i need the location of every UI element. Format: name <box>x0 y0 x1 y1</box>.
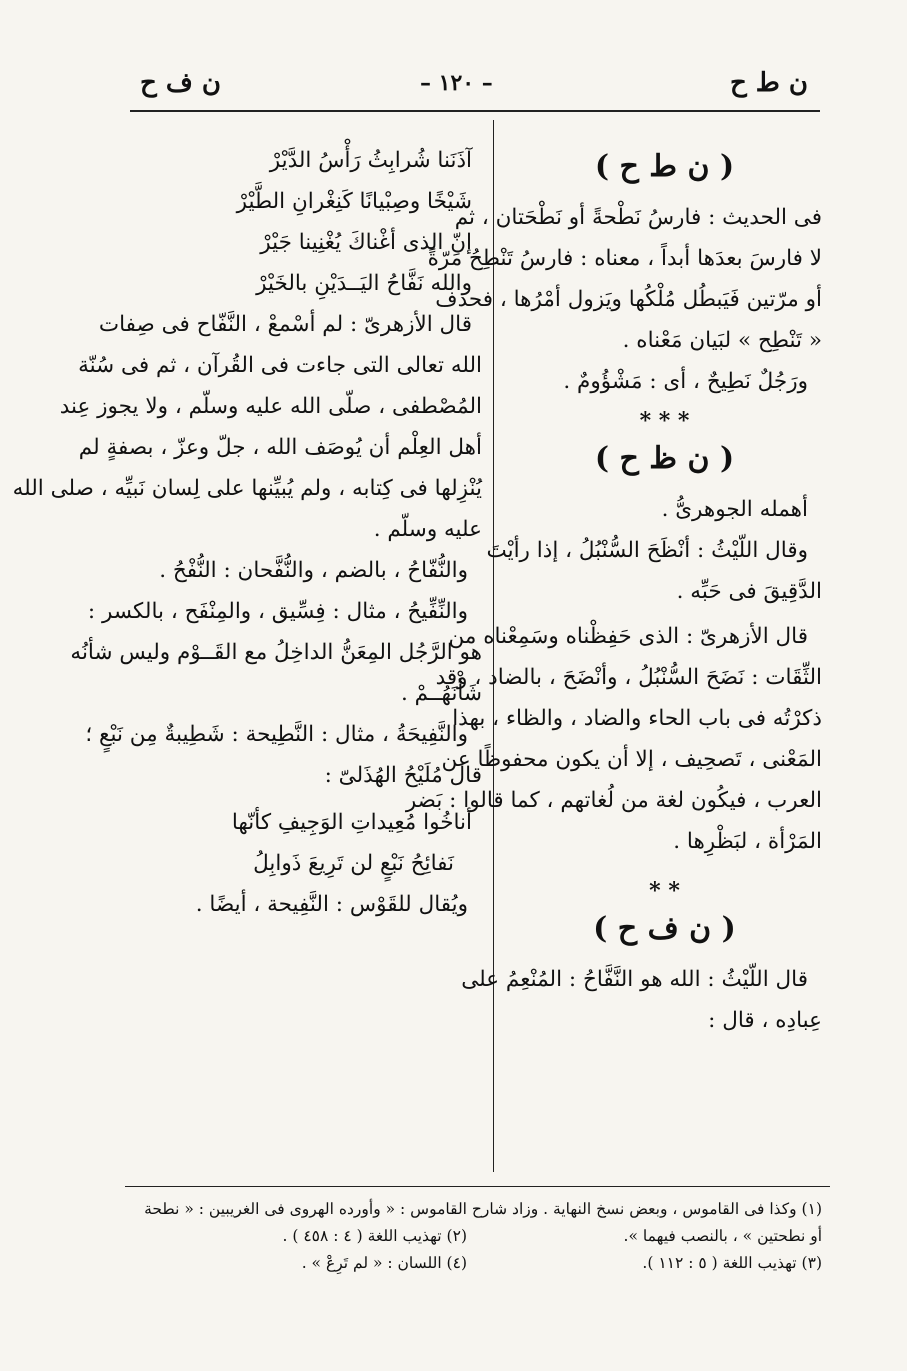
text-line: العرب ، فيكُون لغة من لُغاتهم ، كما قالوا : بَضر <box>405 788 822 813</box>
entry-heading-nfH: ( ن ف ح ) <box>593 911 736 946</box>
paragraph <box>427 197 822 361</box>
verse-line: شَيْخًا وصِبْيانًا كَنِغْرانِ الطَّيْرْ <box>236 189 472 214</box>
text-line: « تَنْطِح » لبَيان مَعْناه . <box>622 328 822 353</box>
paragraph <box>12 304 482 550</box>
footnote-rule <box>125 1186 830 1187</box>
text-line: عِبادِه ، قال : <box>708 1008 822 1033</box>
page-number: – ١٢٠ – <box>420 70 493 96</box>
text-line: قال الأزهرىّ : لم أسْمعْ ، النَّفّاح فى صِفات <box>98 312 472 337</box>
verse-line: إنّ الذى أغْناكَ يُغْنِينا جَيْرْ <box>260 230 472 255</box>
paragraph <box>461 959 822 1041</box>
text-line: شَأْنَهُــمْ . <box>400 681 482 706</box>
text-line: ويُقال للقَوْس : النَّفِيحة ، أيضًا . <box>195 892 468 917</box>
text-line: الدَّقِيقَ فى حَبِّه . <box>676 579 822 604</box>
section-separator: * * * <box>639 408 690 434</box>
text-line: والنِّفِّيحُ ، مثال : فِسِّيق ، والمِنْفَح ، بالكسر : <box>87 599 468 624</box>
text-line: المَعْنى ، تَصحِيف ، إلا أن يكون محفوظًا عن <box>441 747 822 772</box>
text-line: المُصْطفى ، صلّى الله عليه وسلّم ، ولا يجوز عِند <box>59 394 482 419</box>
text-line: ذكرْتُه فى باب الحاء والضاد ، والظاء ، بهذا <box>452 706 822 731</box>
text-line: لا فارسَ بعدَها أبداً ، معناه : فارسُ تَنْطِحُ مَرّةً <box>427 246 822 271</box>
verse-line: نَفائِحُ نَبْعٍ لن تَرِيعَ ذَوابِلُ <box>253 851 454 876</box>
text-line: والنَّفِيحَةُ ، مثال : النَّطِيحة : شَطِيبةٌ مِن نَبْعٍ ؛ <box>85 722 468 747</box>
paragraph <box>486 530 822 612</box>
footnote-4: (٤) اللسان : « لم تَرِعْ » . <box>301 1254 467 1272</box>
text-line: قال اللّيْثُ : الله هو النَّفَّاحُ : المُنْعِمُ على <box>461 967 808 992</box>
text-line: يُنْزِلها فى كِتابه ، ولم يُبيِّنها على لِسان نَبيِّه ، صلى الله <box>12 476 482 501</box>
page-header <box>120 68 820 108</box>
verse-line: آذَنَنا شُرابِثُ رَأْسُ الدَّيْرْ <box>269 148 472 173</box>
text-line: قال الأزهرىّ : الذى حَفِظْناه وسَمِعْناه من <box>448 624 808 649</box>
text-line: أو مرّتين فَيَبطُل مُلْكُها ويَزول أمْرُها ، فحذف <box>435 287 822 312</box>
text-line: الثِّقَات : نَضَحَ السُّنْبُلُ ، وأنْضَحَ ، بالضاد ، وقد <box>435 665 822 690</box>
text-line: والنُّفّاحُ ، بالضم ، والنُّفَّحان : النُّفْحُ . <box>159 558 468 583</box>
header-rule <box>130 110 820 112</box>
header-root-right: ن ط ح <box>729 68 808 98</box>
paragraph <box>70 591 482 714</box>
text-line: الله تعالى التى جاءت فى القُرآن ، ثم فى سُنّة <box>78 353 482 378</box>
verse-line: أناخُوا مُعِيداتِ الوَجِيفِ كأنّها <box>231 810 472 835</box>
footnote-1-cont: أو نطحتين » ، بالنصب فيهما ». <box>623 1227 822 1245</box>
text-line: قال مُلَيْحُ الهُذَلىّ : <box>324 763 482 788</box>
text-line: وقال اللّيْثُ : أنْظَحَ السُّنْبُلُ ، إذا رأيْتَ <box>486 538 808 563</box>
footnote-1: (١) وكذا فى القاموس ، وبعض نسخ النهاية . وزاد شارح القاموس : « وأورده الهروى فى الغريبين : « نطحة <box>144 1200 822 1218</box>
left-column <box>12 140 482 925</box>
header-root-left: ن ف ح <box>140 68 221 98</box>
text-line: المَرْأة ، لبَظْرِها . <box>673 829 822 854</box>
text-line: عليه وسلّم . <box>373 517 482 542</box>
verse-block <box>122 140 482 304</box>
entry-heading-nZH: ( ن ظ ح ) <box>594 441 735 476</box>
verse-line: والله نَفَّاحُ اليَــدَيْنِ بالخَيْرْ <box>256 271 472 296</box>
text-line: أهل العِلْم أن يُوصَف الله ، جلّ وعزّ ، بصفةٍ لم <box>78 435 482 460</box>
section-separator: * * <box>649 878 680 904</box>
text-line: ورَجُلٌ نَطِيحٌ ، أى : مَشْؤُومٌ . <box>563 369 808 394</box>
text-line: فى الحديث : فارسُ نَطْحةً أو نَطْحَتان ، ثم <box>454 205 822 230</box>
footnote-2: (٢) تهذيب اللغة ( ٤ : ٤٥٨ ) . <box>282 1227 467 1245</box>
verse-block <box>122 802 482 884</box>
footnote-3: (٣) تهذيب اللغة ( ٥ : ١١٢ ). <box>642 1254 822 1272</box>
text-line: أهمله الجوهرىُّ . <box>661 497 808 522</box>
text-line: هو الرَّجُل المِعَنُّ الداخِلُ مع القَــوْم وليس شأنُه <box>70 640 482 665</box>
footnotes <box>122 1196 822 1277</box>
entry-heading-ntH: ( ن ط ح ) <box>594 149 735 184</box>
